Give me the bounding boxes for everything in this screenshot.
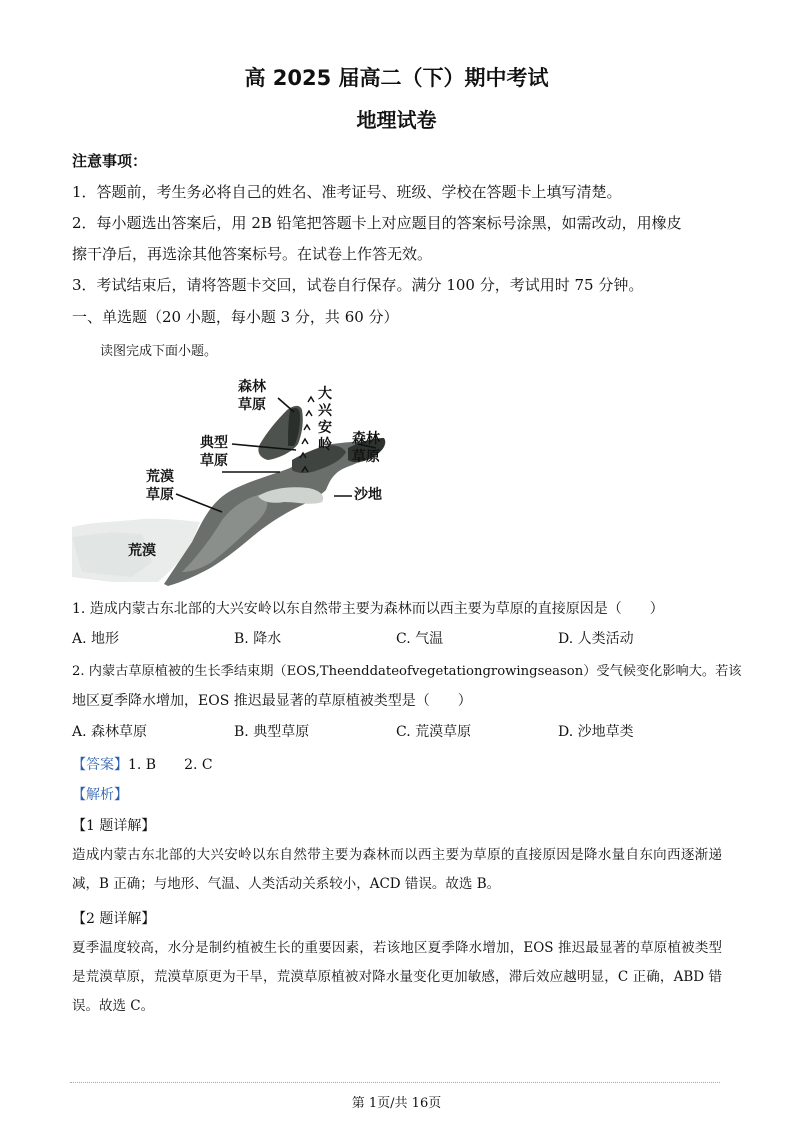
section-intro: 读图完成下面小题。 <box>100 344 218 359</box>
q1-detail-text: 造成内蒙古东北部的大兴安岭以东自然带主要为森林而以西主要为草原的直接原因是降水量自东向西逐渐递减，B 正确；与地形、气温、人类活动关系较小，ACD 错误。故选 B。 <box>72 847 722 892</box>
question-1-option-b: B. 降水 <box>234 631 282 647</box>
analysis-tag: 【解析】 <box>72 787 128 803</box>
page-number: 第 1页/共 16页 <box>351 1096 442 1111</box>
q2-detail-text: 夏季温度较高，水分是制约植被生长的重要因素，若该地区夏季降水增加，EOS 推迟最显著的草原植被类型是荒漠草原，荒漠草原更为干旱，荒漠草原植被对降水量变化更加敏感，滞后效应越明显，C 正确，ABD 错误。故选 C。 <box>72 940 722 1014</box>
notice-heading: 注意事项： <box>72 152 148 170</box>
q2-detail-heading: 【2 题详解】 <box>72 911 156 927</box>
exam-title: 高 2025 届高二（下）期中考试 <box>244 66 549 90</box>
answer-tag: 【答案】 <box>72 757 128 773</box>
question-2-stem-line-2: 地区夏季降水增加，EOS 推迟最显著的草原植被类型是（ ） <box>72 693 472 709</box>
map-graphic <box>72 372 402 592</box>
notice-item-2-cont: 擦干净后，再选涂其他答案标号。在试卷上作答无效。 <box>72 245 433 263</box>
question-2-option-a: A. 森林草原 <box>72 724 148 740</box>
notice-item-2: 2．每小题选出答案后，用 2B 铅笔把答题卡上对应题目的答案标号涂黑，如需改动，用橡皮 <box>72 214 682 232</box>
notice-item-1: 1．答题前，考生务必将自己的姓名、准考证号、班级、学校在答题卡上填写清楚。 <box>72 183 622 201</box>
map-label-desert: 荒漠 <box>128 543 156 559</box>
question-1-option-c: C. 气温 <box>396 631 444 647</box>
map-label-sandy-land: 沙地 <box>354 487 382 503</box>
exam-subject: 地理试卷 <box>356 108 437 132</box>
answer-text: 1. B 2. C <box>128 757 213 773</box>
map-label-typical-steppe: 典型 草原 <box>200 435 228 469</box>
question-2-stem-line-1: 2. 内蒙古草原植被的生长季结束期（EOS,Theenddateofvegetationgrowingseason）受气候变化影响大。若该 <box>72 664 742 679</box>
section-heading: 一、单选题（20 小题，每小题 3 分，共 60 分） <box>72 308 399 326</box>
notice-item-3: 3．考试结束后，请将答题卡交回，试卷自行保存。满分 100 分，考试用时 75 分钟。 <box>72 276 644 294</box>
question-2-option-c: C. 荒漠草原 <box>396 724 472 740</box>
question-1-option-a: A. 地形 <box>72 631 120 647</box>
question-2-option-d: D. 沙地草类 <box>558 724 634 740</box>
question-1-option-d: D. 人类活动 <box>558 631 634 647</box>
inner-mongolia-vegetation-map <box>72 372 402 592</box>
question-1-stem: 1. 造成内蒙古东北部的大兴安岭以东自然带主要为森林而以西主要为草原的直接原因是（ ） <box>72 601 664 617</box>
answer-line <box>72 754 213 774</box>
question-2-option-b: B. 典型草原 <box>234 724 310 740</box>
map-label-forest-steppe-north: 森林 草原 <box>238 379 266 413</box>
q1-detail-heading: 【1 题详解】 <box>72 818 156 834</box>
map-label-forest-steppe-east: 森林 草原 <box>352 431 380 465</box>
map-label-desert-steppe: 荒漠 草原 <box>146 469 174 503</box>
map-label-daxinganling: 大 兴 安 岭 <box>318 386 332 453</box>
footer-divider <box>70 1082 720 1083</box>
